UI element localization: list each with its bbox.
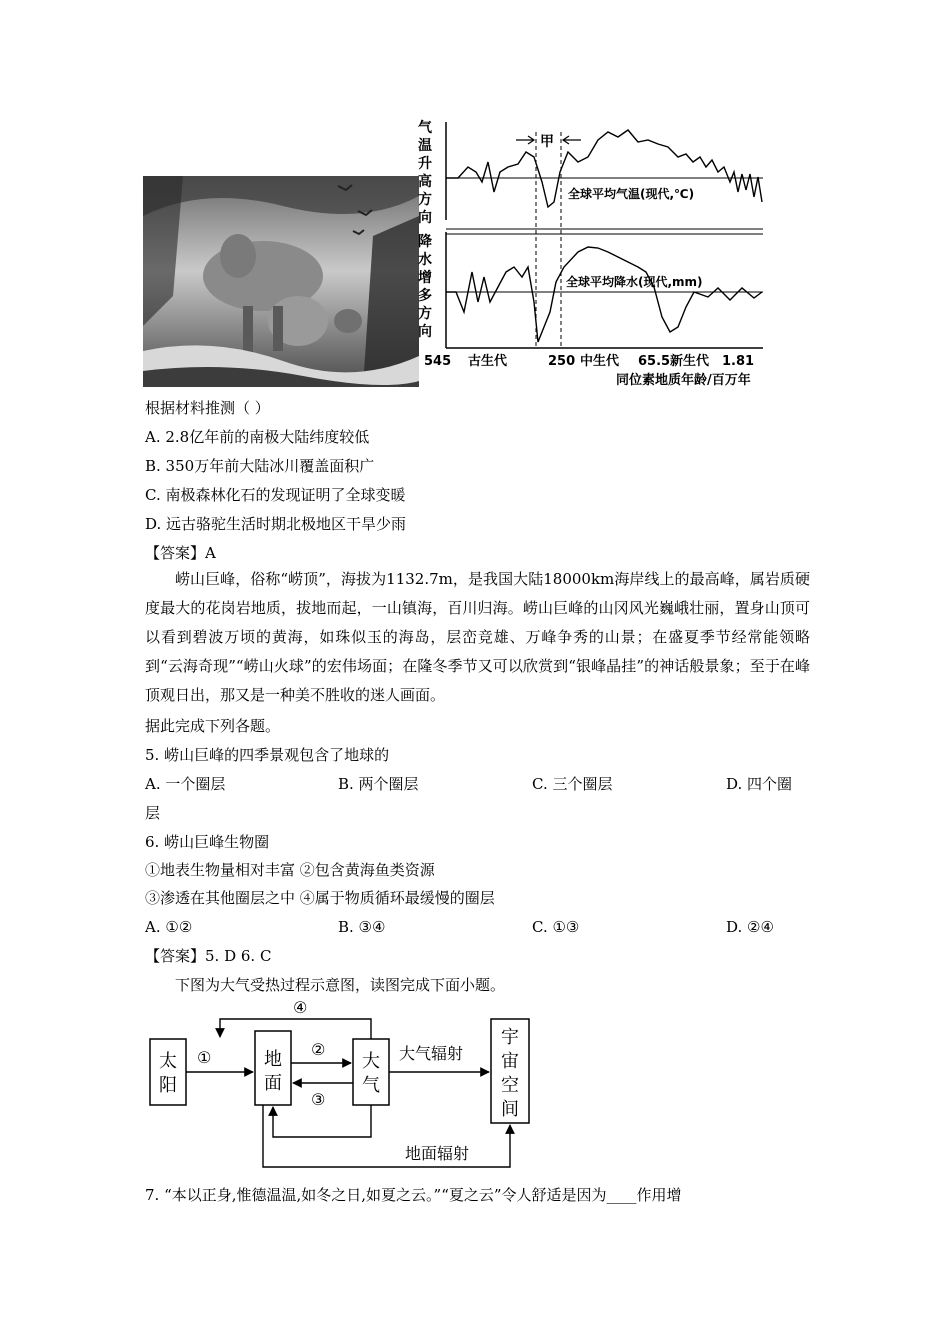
sun-char: 阳	[159, 1075, 177, 1096]
x-axis-title: 同位素地质年龄/百万年	[616, 373, 751, 388]
option-4c: C. 南极森林化石的发现证明了全球变暖	[145, 486, 406, 504]
ground-char: 面	[264, 1073, 282, 1094]
atmospheric-radiation-label: 大气辐射	[399, 1044, 464, 1063]
arrow-atmosphere-to-ground-loop	[273, 1105, 371, 1137]
atmosphere-char: 气	[362, 1075, 380, 1096]
y-label-char: 方	[418, 192, 432, 208]
answer-5-6: 【答案】5. D 6. C	[145, 947, 272, 965]
jia-arrow-left	[516, 136, 534, 144]
laoshan-passage: 崂山巨峰，俗称“崂顶”，海拔为1132.7m，是我国大陆18000km海岸线上的最高峰，属岩质硬度最大的花岗岩地质，拔地而起，一山镇海，百川归海。崂山巨峰的山冈风光巍峨壮丽，置身山顶可以看到碧波万顷的黄海，如珠似玉的海岛，层峦竞雄、万峰争秀的山景；在盛夏季节经常能领略到“云海奇现”“崂山火球”的宏伟场面；在隆冬季节又可以欣赏到“银峰晶挂”的神话般景象；至于在峰顶观日出，那又是一种美不胜收的迷人画面。	[145, 570, 810, 704]
question-6-stem: 6. 崂山巨峰生物圈	[145, 833, 270, 851]
temperature-label: 全球平均气温(现代,℃)	[568, 187, 695, 201]
paleoclimate-chart	[418, 112, 788, 392]
option-4a: A. 2.8亿年前的南极大陆纬度较低	[145, 428, 370, 446]
label-3: ③	[311, 1090, 326, 1109]
option-6a: A. ①②	[145, 918, 193, 936]
y-label-char: 升	[418, 156, 432, 172]
x-tick-label: 545	[424, 354, 452, 369]
arrow-ground-radiation	[263, 1105, 510, 1167]
option-4b: B. 350万年前大陆冰川覆盖面积广	[145, 457, 375, 475]
x-tick-label: 新生代	[670, 354, 710, 369]
option-6b: B. ③④	[338, 918, 386, 936]
y-label-char: 增	[418, 270, 432, 286]
sun-char: 太	[159, 1051, 177, 1072]
precipitation-curve	[446, 247, 762, 342]
option-5d-wrap: 层	[145, 804, 161, 822]
y-label-char: 向	[418, 324, 432, 340]
x-tick-label: 65.5	[638, 354, 671, 369]
passage-instruction: 据此完成下列各题。	[145, 717, 281, 735]
option-5a: A. 一个圈层	[145, 775, 226, 793]
option-5c: C. 三个圈层	[532, 775, 613, 793]
space-char: 宙	[501, 1051, 519, 1072]
ground-char: 地	[264, 1049, 282, 1070]
x-tick-label: 250	[548, 354, 576, 369]
option-6d: D. ②④	[726, 918, 774, 936]
question-6-statements-2: ③渗透在其他圈层之中 ④属于物质循环最缓慢的圈层	[145, 889, 495, 907]
y-label-char: 降	[418, 234, 432, 250]
precipitation-label: 全球平均降水(现代,mm)	[566, 275, 703, 289]
y-label-char: 方	[418, 306, 432, 322]
label-1: ①	[197, 1048, 212, 1067]
y-label-char: 气	[418, 120, 432, 136]
jia-label: 甲	[540, 134, 554, 150]
atmosphere-char: 大	[362, 1051, 380, 1072]
y-axis-labels	[418, 119, 433, 340]
x-tick-label: 中生代	[580, 354, 620, 369]
question-4-stem: 根据材料推测（ ）	[145, 399, 270, 417]
label-4: ④	[293, 998, 308, 1017]
answer-4: 【答案】A	[145, 544, 216, 562]
question-5-stem: 5. 崂山巨峰的四季景观包含了地球的	[145, 746, 390, 764]
atmospheric-heating-diagram	[145, 997, 545, 1172]
intro-question-7: 下图为大气受热过程示意图，读图完成下面小题。	[175, 976, 506, 994]
question-7-stem: 7. “本以正身,惟德温温,如冬之日,如夏之云。”“夏之云”令人舒适是因为____作用增	[145, 1186, 682, 1204]
option-6c: C. ①③	[532, 918, 580, 936]
space-char: 间	[501, 1099, 519, 1120]
y-label-char: 多	[418, 288, 432, 304]
space-char: 空	[501, 1075, 519, 1096]
y-label-char: 水	[418, 252, 432, 268]
label-2: ②	[311, 1040, 326, 1059]
option-5b: B. 两个圈层	[338, 775, 419, 793]
x-tick-label: 古生代	[468, 354, 508, 369]
x-tick-label: 1.81	[722, 354, 755, 369]
y-label-char: 温	[418, 138, 432, 154]
option-5d: D. 四个圈	[726, 775, 793, 793]
space-char: 宇	[501, 1027, 519, 1048]
option-4d: D. 远古骆驼生活时期北极地区干旱少雨	[145, 515, 407, 533]
y-label-char: 高	[418, 174, 432, 190]
question-6-statements-1: ①地表生物量相对丰富 ②包含黄海鱼类资源	[145, 861, 435, 879]
camel-photograph	[143, 176, 419, 387]
jia-arrow-right	[563, 136, 581, 144]
ground-radiation-label: 地面辐射	[405, 1144, 470, 1163]
y-label-char: 向	[418, 210, 432, 226]
arrow-4	[220, 1019, 371, 1039]
x-tick-labels	[424, 353, 754, 369]
